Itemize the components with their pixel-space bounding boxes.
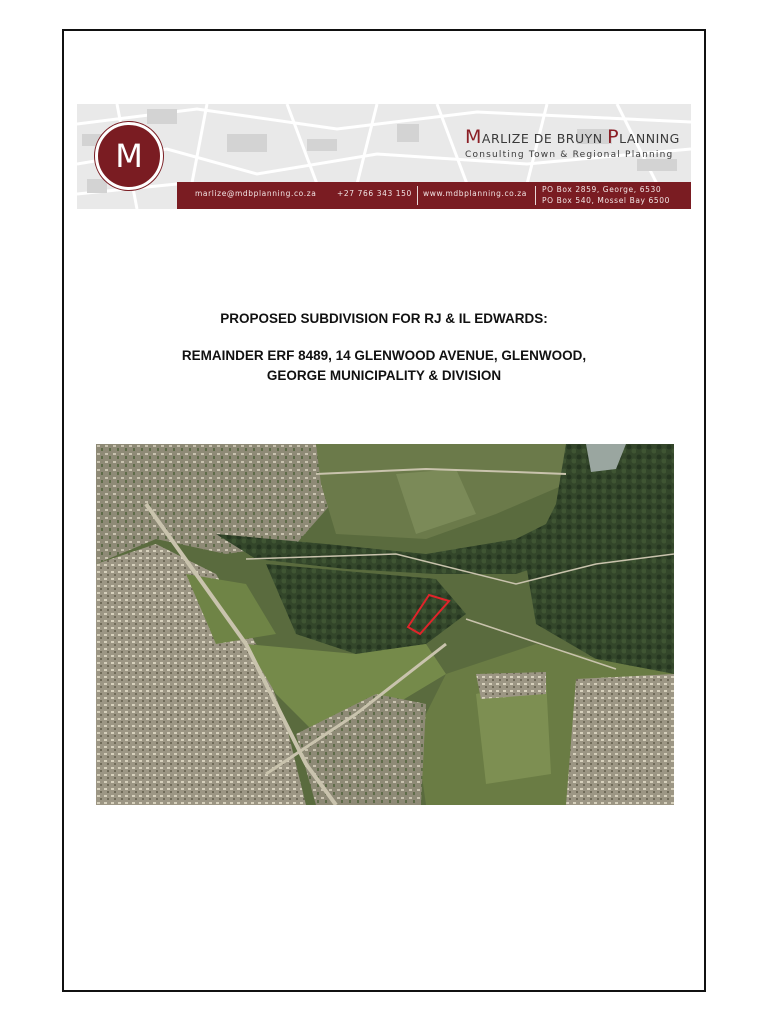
contact-separator [417, 186, 418, 205]
contact-email: marlize@mdbplanning.co.za [195, 189, 317, 198]
brand-initial-p: P [607, 126, 620, 148]
document-subtitle-line-1: REMAINDER ERF 8489, 14 GLENWOOD AVENUE, GLENWOOD, [181, 348, 587, 363]
contact-website: www.mdbplanning.co.za [423, 189, 527, 198]
brand-initial-m: M [465, 126, 482, 148]
po-box-mossel-bay: PO Box 540, Mossel Bay 6500 [542, 196, 671, 205]
document-subtitle-line-2: GEORGE MUNICIPALITY & DIVISION [266, 368, 502, 383]
letterhead-banner [77, 104, 691, 209]
contact-separator [535, 186, 536, 205]
contact-bar [177, 182, 691, 209]
document-title: PROPOSED SUBDIVISION FOR RJ & IL EDWARDS: [220, 311, 548, 326]
contact-phone: +27 766 343 150 [337, 189, 412, 198]
brand-name-part-2: LANNING [619, 131, 680, 146]
logo-letter: M [115, 137, 143, 175]
aerial-photo [96, 444, 674, 805]
aerial-photo-image [96, 444, 674, 805]
brand-name [465, 126, 680, 148]
brand-tagline: Consulting Town & Regional Planning [465, 150, 674, 160]
po-box-george: PO Box 2859, George, 6530 [542, 185, 662, 194]
brand-name-part-1: ARLIZE DE BRUYN [481, 131, 608, 146]
logo [95, 122, 163, 190]
